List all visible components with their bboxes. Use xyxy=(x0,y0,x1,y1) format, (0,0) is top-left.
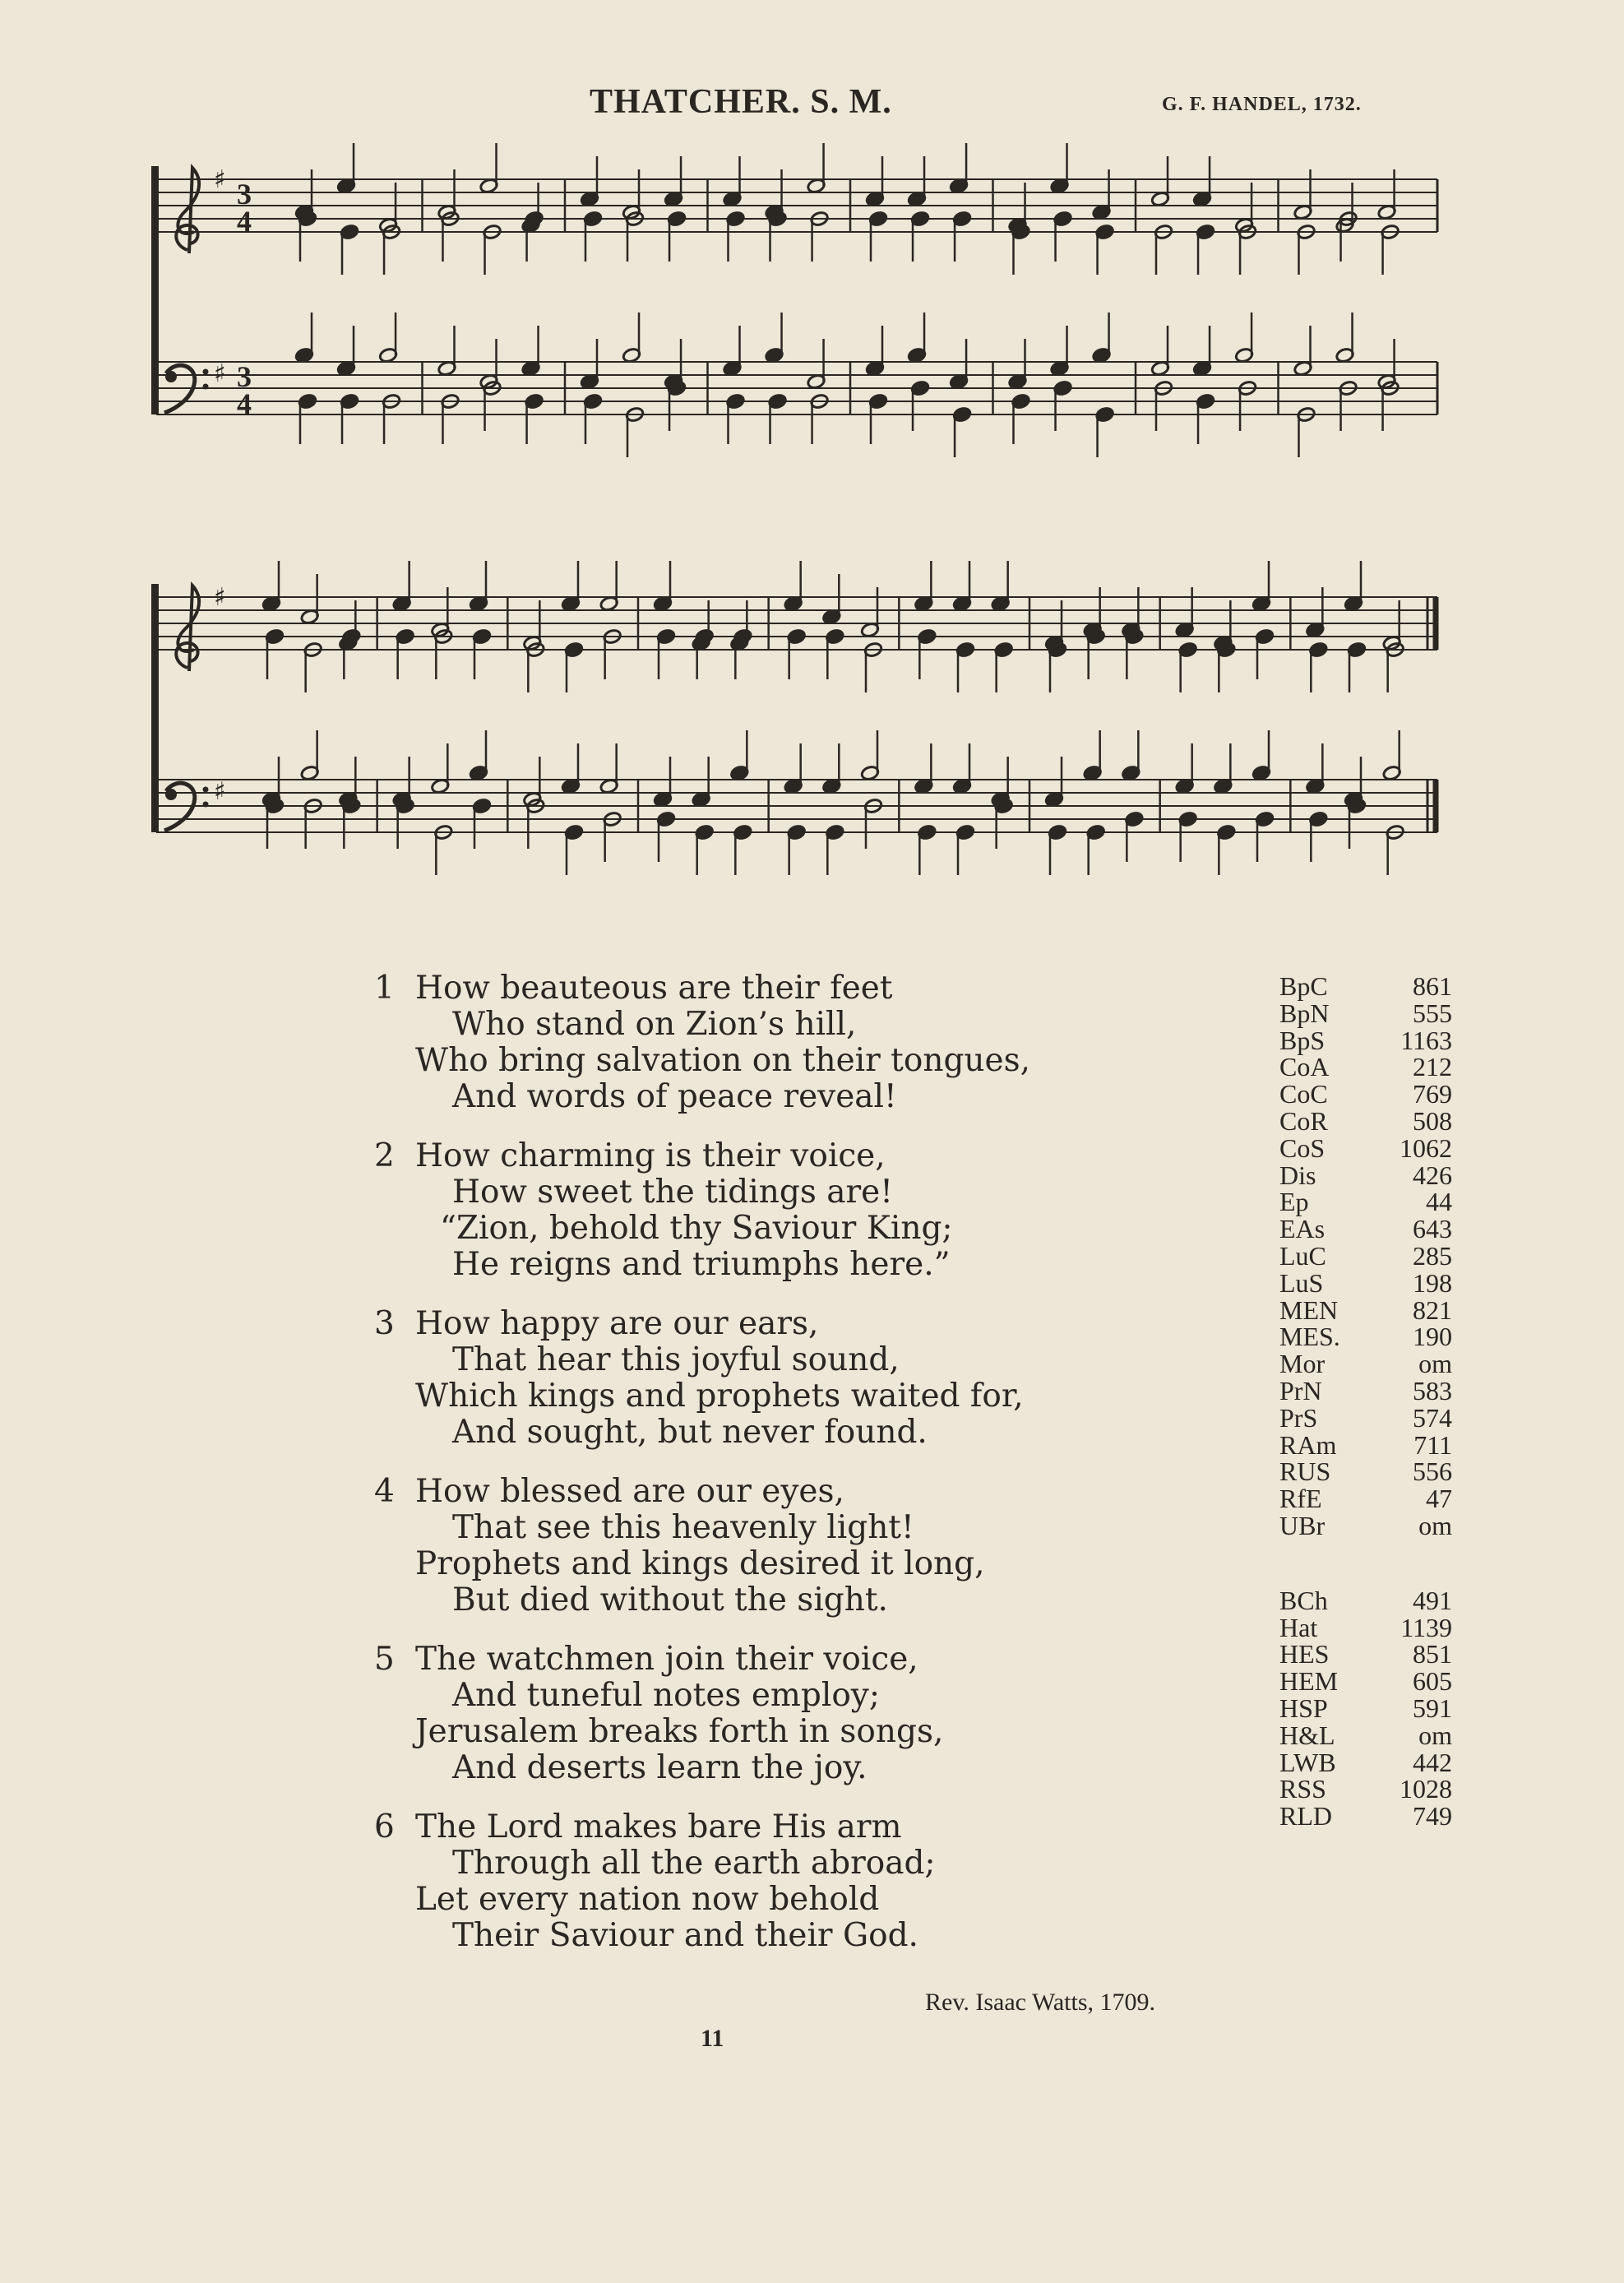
score-svg-1 xyxy=(148,140,1455,469)
reference-code: MEN xyxy=(1279,1294,1339,1325)
verse-text: Through all the earth abroad; xyxy=(452,1845,936,1882)
reference-code: HEM xyxy=(1279,1666,1339,1697)
reference-row xyxy=(1279,1162,1452,1189)
verse-line xyxy=(374,1474,1196,1510)
system-brace xyxy=(151,166,159,414)
reference-code: BpN xyxy=(1279,998,1330,1028)
music-system-1 xyxy=(148,140,1455,469)
reference-row xyxy=(1279,1105,1452,1136)
reference-number: 643 xyxy=(1413,1214,1452,1244)
reference-code: BCh xyxy=(1279,1585,1328,1615)
verse-line xyxy=(374,1714,1196,1750)
verse-text: The Lord makes bare His arm xyxy=(415,1808,902,1845)
reference-code: Hat xyxy=(1279,1612,1318,1642)
reference-number: 44 xyxy=(1426,1187,1452,1217)
verse-number: 2 xyxy=(374,1137,395,1174)
verse-line xyxy=(374,1918,1196,1954)
reference-number: 190 xyxy=(1413,1322,1452,1352)
verse-line xyxy=(374,1306,1196,1342)
reference-number: 508 xyxy=(1413,1105,1452,1136)
time-signature: 4 xyxy=(237,387,252,420)
verse-number: 4 xyxy=(374,1473,395,1510)
verse-text: Let every nation now behold xyxy=(415,1881,880,1918)
reference-number: 1139 xyxy=(1400,1612,1452,1642)
reference-code: EAs xyxy=(1279,1214,1326,1244)
verse-text: But died without the sight. xyxy=(452,1581,888,1618)
reference-row xyxy=(1279,1776,1452,1803)
verse-line xyxy=(374,1079,1196,1115)
reference-row xyxy=(1279,1668,1452,1695)
reference-row xyxy=(1279,1722,1452,1749)
reference-number: 821 xyxy=(1413,1294,1452,1325)
reference-number: 749 xyxy=(1413,1801,1452,1831)
verse-number: 3 xyxy=(374,1305,395,1342)
verse-text: That hear this joyful sound, xyxy=(452,1341,900,1378)
reference-number: 1062 xyxy=(1400,1132,1452,1163)
reference-number: 555 xyxy=(1413,998,1452,1028)
verse-line xyxy=(374,1642,1196,1678)
bass-clef-icon xyxy=(203,787,209,793)
time-signature: 3 xyxy=(237,360,252,393)
reference-number: 198 xyxy=(1413,1267,1452,1298)
verse-text: And deserts learn the joy. xyxy=(452,1749,868,1786)
sharp-icon: ♯ xyxy=(214,359,226,388)
reference-row xyxy=(1279,1375,1452,1405)
verse-text: He reigns and triumphs here.” xyxy=(452,1246,951,1283)
reference-row xyxy=(1279,1240,1452,1271)
reference-row xyxy=(1279,1054,1452,1081)
verse-text: Prophets and kings desired it long, xyxy=(415,1545,985,1582)
reference-code: UBr xyxy=(1279,1510,1326,1540)
hymn-verses xyxy=(374,970,1196,1977)
reference-number: 442 xyxy=(1413,1747,1452,1777)
reference-row xyxy=(1279,1027,1452,1054)
verse-5 xyxy=(374,1642,1196,1786)
verse-3 xyxy=(374,1306,1196,1451)
reference-number: 47 xyxy=(1426,1484,1452,1514)
sharp-icon: ♯ xyxy=(214,777,226,806)
reference-row xyxy=(1279,1458,1452,1485)
reference-row xyxy=(1279,1512,1452,1540)
reference-code: LuS xyxy=(1279,1267,1324,1298)
verse-line xyxy=(374,1750,1196,1786)
verse-line xyxy=(374,1678,1196,1714)
text-author: Rev. Isaac Watts, 1709. xyxy=(925,1989,1156,2016)
verse-line xyxy=(374,1043,1196,1079)
reference-row xyxy=(1279,1641,1452,1668)
score-svg-2 xyxy=(148,551,1455,896)
verse-text: And tuneful notes employ; xyxy=(452,1677,880,1714)
reference-number: 711 xyxy=(1413,1429,1452,1460)
verse-text: And words of peace reveal! xyxy=(452,1078,897,1115)
bass-clef-icon xyxy=(203,802,209,808)
reference-number: 556 xyxy=(1413,1456,1452,1487)
reference-number: om xyxy=(1418,1720,1452,1750)
reference-number: 591 xyxy=(1413,1693,1452,1723)
sharp-icon: ♯ xyxy=(214,583,226,612)
composer-credit: G. F. HANDEL, 1732. xyxy=(1162,94,1362,115)
verse-2 xyxy=(374,1138,1196,1283)
reference-code: CoS xyxy=(1279,1132,1326,1163)
verse-line xyxy=(374,1882,1196,1918)
reference-code: CoA xyxy=(1279,1052,1330,1082)
reference-code: RfE xyxy=(1279,1484,1322,1514)
verse-text: And sought, but never found. xyxy=(452,1414,928,1451)
reference-code: RLD xyxy=(1279,1801,1332,1831)
reference-row xyxy=(1279,1402,1452,1433)
verse-text: The watchmen join their voice, xyxy=(415,1641,918,1678)
reference-code: PrS xyxy=(1279,1402,1318,1433)
reference-code: LWB xyxy=(1279,1747,1336,1777)
reference-number: 583 xyxy=(1413,1375,1452,1405)
bass-clef-icon xyxy=(165,371,177,382)
time-signature: 3 xyxy=(237,178,252,211)
reference-number: 861 xyxy=(1413,971,1452,1001)
reference-number: 491 xyxy=(1413,1585,1452,1615)
verse-number: 6 xyxy=(374,1808,395,1845)
verse-text: Who stand on Zion’s hill, xyxy=(452,1006,857,1043)
reference-code: CoR xyxy=(1279,1105,1328,1136)
reference-row xyxy=(1279,1587,1452,1614)
verse-number: 1 xyxy=(374,970,395,1007)
verse-text: How happy are our ears, xyxy=(415,1305,819,1342)
reference-row xyxy=(1279,1350,1452,1378)
reference-row xyxy=(1279,1485,1452,1512)
reference-number: 574 xyxy=(1413,1402,1452,1433)
reference-number: 212 xyxy=(1413,1052,1452,1082)
verse-line xyxy=(374,1809,1196,1845)
bass-clef-icon xyxy=(203,384,209,390)
reference-number: 851 xyxy=(1413,1639,1452,1669)
verse-text: Jerusalem breaks forth in songs, xyxy=(415,1713,944,1750)
hymnal-references xyxy=(1279,973,1452,1878)
reference-row xyxy=(1279,1294,1452,1325)
reference-code: CoC xyxy=(1279,1079,1328,1109)
reference-row xyxy=(1279,1803,1452,1830)
reference-code: PrN xyxy=(1279,1375,1322,1405)
verse-text: Their Saviour and their God. xyxy=(452,1917,918,1954)
sharp-icon: ♯ xyxy=(214,165,226,194)
reference-row xyxy=(1279,1429,1452,1460)
reference-row xyxy=(1279,1323,1452,1350)
verse-number: 5 xyxy=(374,1641,395,1678)
reference-number: 285 xyxy=(1413,1240,1452,1271)
reference-group xyxy=(1279,1587,1452,1830)
verse-text: Who bring salvation on their tongues, xyxy=(415,1042,1031,1079)
reference-group xyxy=(1279,973,1452,1540)
page-number: 11 xyxy=(701,2025,724,2052)
reference-row xyxy=(1279,1081,1452,1108)
reference-number: 769 xyxy=(1413,1079,1452,1109)
verse-line xyxy=(374,1247,1196,1283)
reference-row xyxy=(1279,1132,1452,1163)
verse-line xyxy=(374,1342,1196,1378)
music-system-2 xyxy=(148,551,1455,896)
reference-code: HSP xyxy=(1279,1693,1328,1723)
verse-text: How charming is their voice, xyxy=(415,1137,886,1174)
verse-line xyxy=(374,970,1196,1007)
verse-text: How sweet the tidings are! xyxy=(452,1174,893,1211)
reference-code: RAm xyxy=(1279,1429,1337,1460)
verse-line xyxy=(374,1378,1196,1415)
reference-row xyxy=(1279,1749,1452,1776)
verse-line xyxy=(374,1546,1196,1582)
reference-row xyxy=(1279,1216,1452,1243)
reference-code: H&L xyxy=(1279,1720,1335,1750)
reference-code: BpC xyxy=(1279,971,1328,1001)
reference-number: 1028 xyxy=(1400,1774,1452,1804)
treble-clef-icon xyxy=(176,586,199,671)
reference-row xyxy=(1279,973,1452,1000)
reference-code: MES. xyxy=(1279,1322,1340,1352)
verse-line xyxy=(374,1007,1196,1043)
reference-number: 1163 xyxy=(1400,1025,1452,1055)
system-brace xyxy=(151,584,159,832)
treble-clef-icon xyxy=(176,168,199,253)
verse-text: How beauteous are their feet xyxy=(415,970,893,1007)
verse-line xyxy=(374,1510,1196,1546)
reference-code: Mor xyxy=(1279,1349,1326,1379)
verse-text: How blessed are our eyes, xyxy=(415,1473,844,1510)
verse-4 xyxy=(374,1474,1196,1618)
verse-text: “Zion, behold thy Saviour King; xyxy=(440,1210,953,1247)
reference-code: HES xyxy=(1279,1639,1330,1669)
bass-clef-icon xyxy=(165,789,177,800)
reference-code: LuC xyxy=(1279,1240,1326,1271)
time-signature: 4 xyxy=(237,205,252,238)
reference-code: RSS xyxy=(1279,1774,1326,1804)
hymn-title: THATCHER. S. M. xyxy=(590,83,892,121)
reference-row xyxy=(1279,1267,1452,1298)
verse-6 xyxy=(374,1809,1196,1954)
bass-clef-icon xyxy=(203,369,209,375)
reference-code: RUS xyxy=(1279,1456,1331,1487)
reference-number: 426 xyxy=(1413,1160,1452,1190)
reference-code: Ep xyxy=(1279,1187,1309,1217)
reference-code: Dis xyxy=(1279,1160,1316,1190)
verse-text: Which kings and prophets waited for, xyxy=(415,1378,1024,1415)
verse-text: That see this heavenly light! xyxy=(452,1509,914,1546)
verse-line xyxy=(374,1174,1196,1211)
verse-line xyxy=(374,1582,1196,1618)
verse-line xyxy=(374,1845,1196,1882)
verse-1 xyxy=(374,970,1196,1115)
reference-number: om xyxy=(1418,1349,1452,1379)
verse-line xyxy=(374,1415,1196,1451)
reference-row xyxy=(1279,1695,1452,1722)
reference-number: 605 xyxy=(1413,1666,1452,1697)
verse-line xyxy=(374,1211,1196,1247)
reference-row xyxy=(1279,1188,1452,1216)
reference-code: BpS xyxy=(1279,1025,1326,1055)
reference-number: om xyxy=(1418,1510,1452,1540)
verse-line xyxy=(374,1138,1196,1174)
reference-row xyxy=(1279,1614,1452,1642)
reference-row xyxy=(1279,1000,1452,1027)
